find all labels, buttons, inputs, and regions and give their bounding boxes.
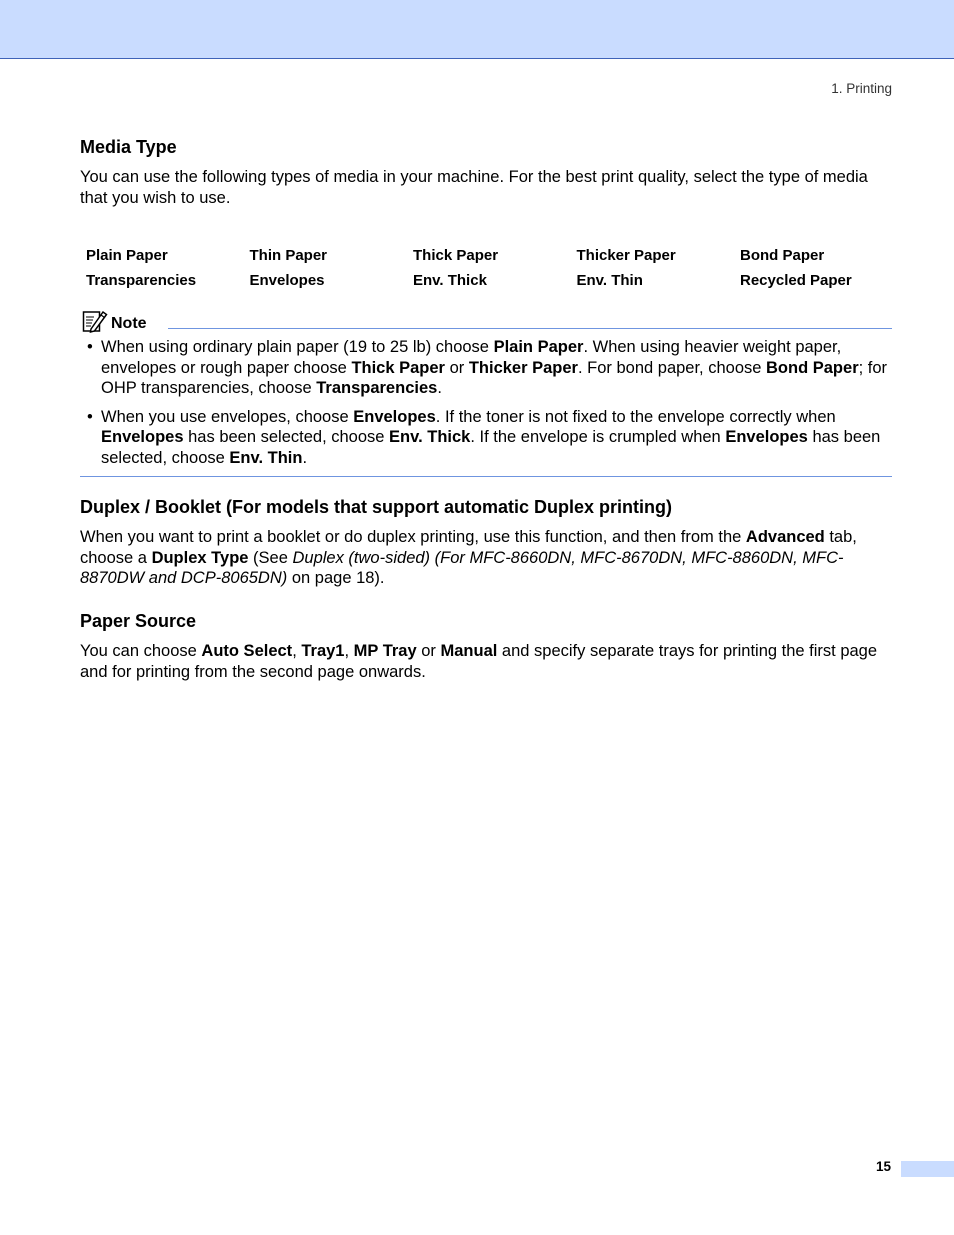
media-type-item: Env. Thick [413,272,487,289]
note-header [80,309,892,333]
media-type-item: Thicker Paper [576,247,676,264]
page-number: 15 [876,1159,892,1174]
footer-tab-bar [901,1161,954,1177]
media-type-list [86,247,892,290]
note-label: Note [111,315,147,332]
media-type-item: Thick Paper [413,247,499,264]
duplex-cross-reference: Duplex (two-sided) (For MFC-8660DN, MFC-8670DN, MFC-8860DN, MFC-8870DW and DCP-8065DN) [80,548,844,587]
page-header-band [0,0,954,59]
note-pencil-icon [82,309,108,333]
media-type-item: Thin Paper [249,247,328,264]
media-type-item: Recycled Paper [740,272,852,289]
duplex-paragraph: When you want to print a booklet or do duplex printing, use this function, and then from the Advanced tab, choose a Duplex Type (See Duplex (two-sided) (For MFC-8660DN, MFC-8670DN, MFC-8860DN, MFC-8870DW and DCP-8065DN) on page 18). [80,528,857,587]
media-type-item: Bond Paper [740,247,825,264]
duplex-heading: Duplex / Booklet (For models that support automatic Duplex printing) [80,497,673,517]
note-bottom-rule [80,476,892,477]
note-list [80,337,892,476]
media-type-item: Env. Thin [576,272,643,289]
paper-source-paragraph: You can choose Auto Select, Tray1, MP Tray or Manual and specify separate trays for printing the first page and for printing from the second page onwards. [80,642,878,681]
media-type-heading: Media Type [80,137,177,157]
media-type-item: Envelopes [249,272,325,289]
note-item-plain-paper: • When using ordinary plain paper (19 to 25 lb) choose Plain Paper. When using heavier weight paper, envelopes or rough paper choose Thick Paper or Thicker Paper. For bond paper, choose Bond Paper; for OHP transparencies, choose Transparencies. [80,337,892,399]
paper-source-heading: Paper Source [80,611,197,631]
note-top-rule [168,328,892,329]
media-type-item: Transparencies [86,272,197,289]
chapter-label: 1. Printing [831,81,892,96]
media-type-item: Plain Paper [86,247,168,264]
note-item-envelopes: • When you use envelopes, choose Envelopes. If the toner is not fixed to the envelope correctly when Envelopes has been selected, choose Env. Thick. If the envelope is crumpled when Envelopes has been selected, choose Env. Thin. [80,407,892,469]
media-type-intro: You can use the following types of media in your machine. For the best print quality, select the type of media that you wish to use. [80,168,868,207]
